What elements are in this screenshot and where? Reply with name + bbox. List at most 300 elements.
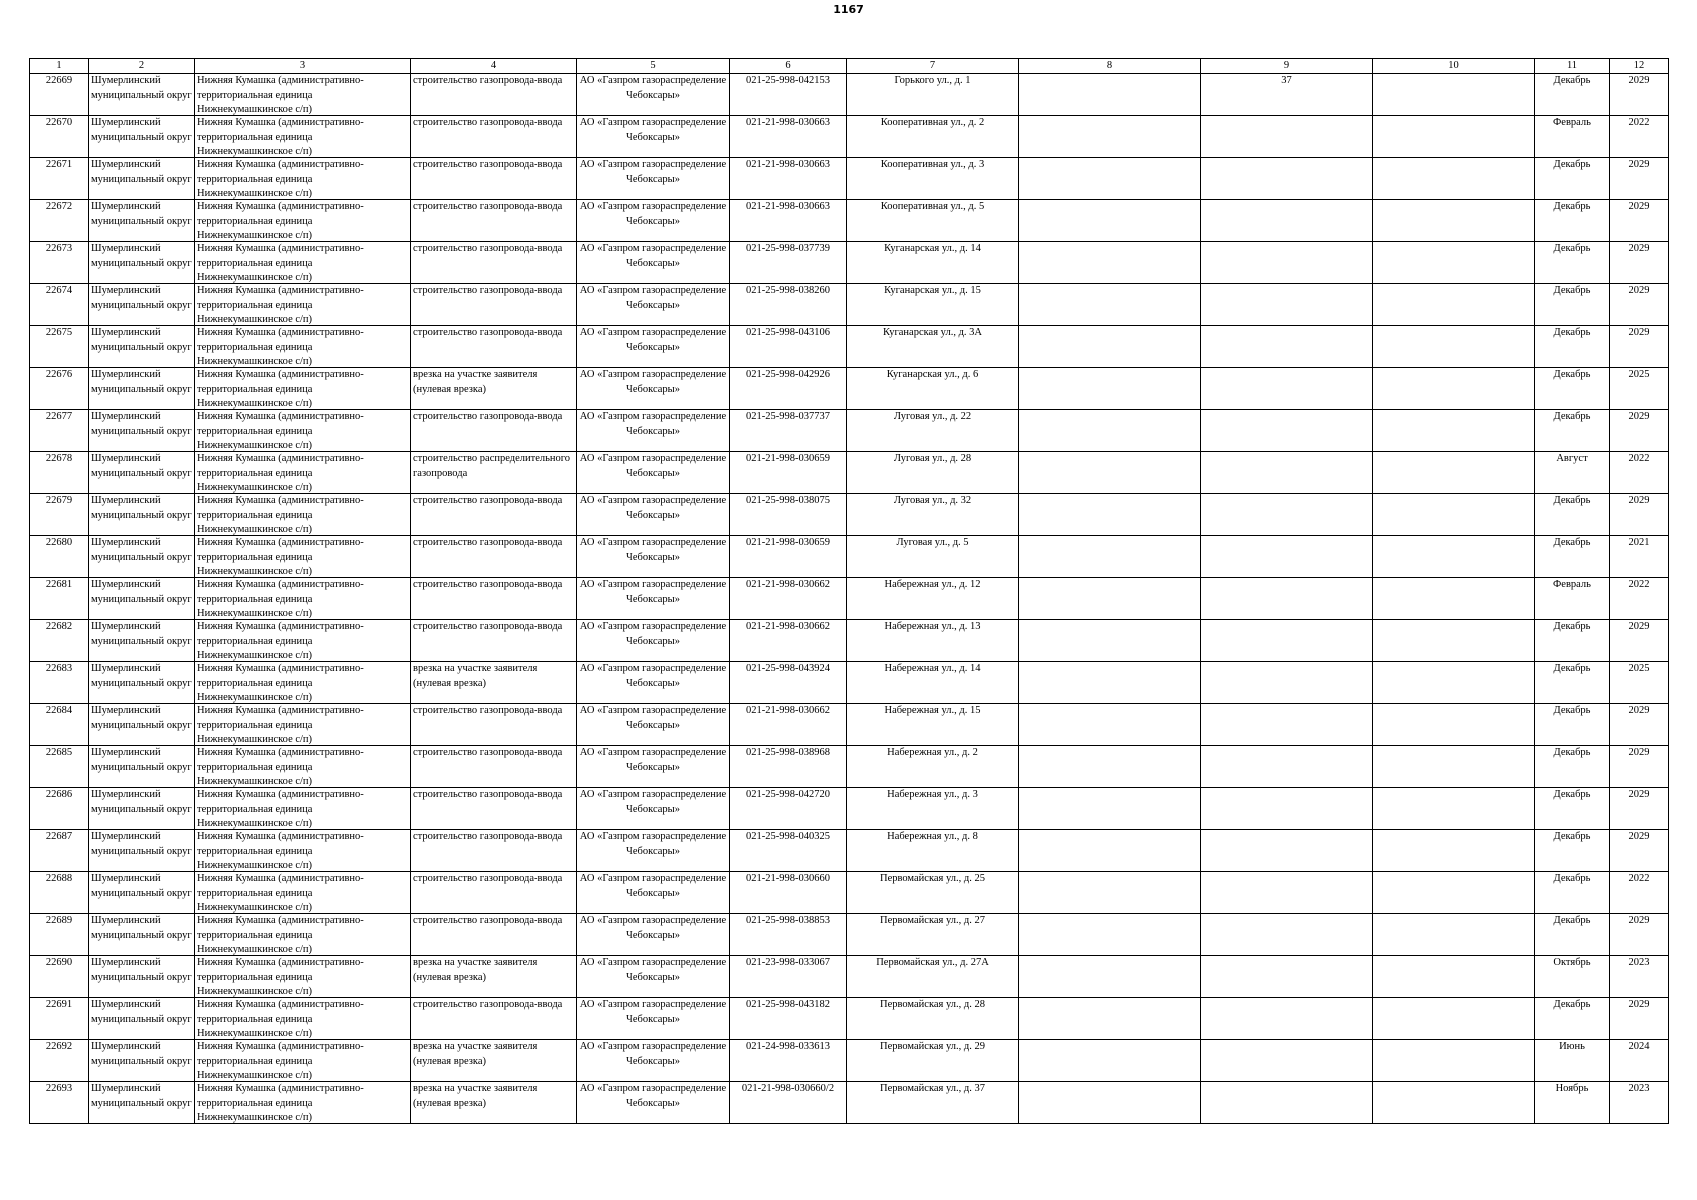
organization-cell bbox=[577, 662, 730, 704]
month-cell-text: Декабрь bbox=[1553, 285, 1591, 296]
district-cell-text: Шумерлинский муниципальный округ bbox=[91, 915, 192, 941]
column-header: 12 bbox=[1610, 59, 1669, 74]
code-cell-text: 021-21-998-030660/2 bbox=[741, 1083, 835, 1094]
settlement-cell bbox=[195, 830, 411, 872]
column-9-cell bbox=[1201, 830, 1373, 872]
column-8-cell-text bbox=[1021, 284, 1198, 325]
district-cell bbox=[89, 830, 195, 872]
column-8-cell bbox=[1019, 788, 1201, 830]
column-9-cell-text bbox=[1203, 410, 1370, 451]
address-cell-text: Кооперативная ул., д. 2 bbox=[880, 117, 985, 128]
settlement-cell bbox=[195, 494, 411, 536]
table-row bbox=[30, 1082, 1669, 1124]
column-8-cell bbox=[1019, 914, 1201, 956]
column-8-cell bbox=[1019, 998, 1201, 1040]
row-number bbox=[30, 956, 89, 998]
row-number bbox=[30, 410, 89, 452]
organization-cell bbox=[577, 788, 730, 830]
month-cell bbox=[1535, 830, 1610, 872]
work-type-cell bbox=[411, 284, 577, 326]
month-cell-text: Декабрь bbox=[1553, 75, 1591, 86]
column-8-cell-text bbox=[1021, 620, 1198, 661]
column-9-cell-text bbox=[1203, 116, 1370, 157]
column-9-cell bbox=[1201, 872, 1373, 914]
code-cell bbox=[730, 410, 847, 452]
month-cell-text: Февраль bbox=[1553, 579, 1591, 590]
month-cell-text: Декабрь bbox=[1553, 663, 1591, 674]
row-number-text: 22683 bbox=[45, 663, 73, 674]
column-9-cell bbox=[1201, 746, 1373, 788]
work-type-cell bbox=[411, 494, 577, 536]
column-9-cell bbox=[1201, 200, 1373, 242]
code-cell bbox=[730, 788, 847, 830]
column-10-cell bbox=[1373, 872, 1535, 914]
district-cell bbox=[89, 326, 195, 368]
work-type-cell bbox=[411, 1082, 577, 1124]
work-type-cell-text: строительство газопровода-ввода bbox=[413, 285, 563, 296]
address-cell-text: Первомайская ул., д. 37 bbox=[880, 1083, 985, 1094]
district-cell bbox=[89, 998, 195, 1040]
work-type-cell bbox=[411, 410, 577, 452]
month-cell bbox=[1535, 410, 1610, 452]
column-10-cell bbox=[1373, 452, 1535, 494]
column-8-cell-text bbox=[1021, 704, 1198, 745]
district-cell-text: Шумерлинский муниципальный округ bbox=[91, 453, 192, 479]
year-cell-text: 2029 bbox=[1628, 75, 1650, 86]
work-type-cell-text: строительство газопровода-ввода bbox=[413, 747, 563, 758]
column-8-cell-text bbox=[1021, 158, 1198, 199]
column-header: 10 bbox=[1373, 59, 1535, 74]
column-8-cell bbox=[1019, 452, 1201, 494]
column-9-cell-text bbox=[1203, 1040, 1370, 1081]
organization-cell bbox=[577, 326, 730, 368]
address-cell bbox=[847, 830, 1019, 872]
settlement-cell bbox=[195, 578, 411, 620]
column-9-cell-text bbox=[1203, 494, 1370, 535]
month-cell bbox=[1535, 494, 1610, 536]
code-cell-text: 021-25-998-038853 bbox=[746, 915, 830, 926]
code-cell bbox=[730, 1082, 847, 1124]
column-8-cell-text bbox=[1021, 662, 1198, 703]
table-row bbox=[30, 872, 1669, 914]
address-cell bbox=[847, 746, 1019, 788]
column-8-cell bbox=[1019, 242, 1201, 284]
address-cell bbox=[847, 158, 1019, 200]
code-cell-text: 021-21-998-030659 bbox=[746, 537, 830, 548]
column-9-cell-text bbox=[1203, 872, 1370, 913]
settlement-cell-text: Нижняя Кумашка (административно-территориальная единица Нижнекумашкинское с/п) bbox=[197, 1083, 364, 1123]
work-type-cell bbox=[411, 914, 577, 956]
work-type-cell bbox=[411, 998, 577, 1040]
district-cell-text: Шумерлинский муниципальный округ bbox=[91, 117, 192, 143]
column-10-cell bbox=[1373, 200, 1535, 242]
code-cell-text: 021-25-998-038075 bbox=[746, 495, 830, 506]
column-9-cell bbox=[1201, 620, 1373, 662]
year-cell bbox=[1610, 788, 1669, 830]
organization-cell bbox=[577, 746, 730, 788]
work-type-cell bbox=[411, 452, 577, 494]
year-cell-text: 2022 bbox=[1628, 873, 1650, 884]
row-number bbox=[30, 704, 89, 746]
code-cell bbox=[730, 326, 847, 368]
column-8-cell-text bbox=[1021, 746, 1198, 787]
column-9-cell-text bbox=[1203, 788, 1370, 829]
settlement-cell-text: Нижняя Кумашка (административно-территориальная единица Нижнекумашкинское с/п) bbox=[197, 327, 364, 367]
column-9-cell-text bbox=[1203, 830, 1370, 871]
column-8-cell-text bbox=[1021, 452, 1198, 493]
row-number-text: 22686 bbox=[45, 789, 73, 800]
row-number bbox=[30, 536, 89, 578]
year-cell bbox=[1610, 914, 1669, 956]
row-number-text: 22669 bbox=[45, 75, 73, 86]
organization-cell-text: АО «Газпром газораспределение Чебоксары» bbox=[579, 621, 727, 647]
column-10-cell bbox=[1373, 788, 1535, 830]
organization-cell bbox=[577, 998, 730, 1040]
column-8-cell-text bbox=[1021, 1082, 1198, 1123]
column-10-cell-text bbox=[1375, 998, 1532, 1039]
organization-cell bbox=[577, 158, 730, 200]
column-10-cell-text bbox=[1375, 284, 1532, 325]
column-8-cell-text bbox=[1021, 116, 1198, 157]
column-header: 5 bbox=[577, 59, 730, 74]
month-cell bbox=[1535, 452, 1610, 494]
code-cell bbox=[730, 158, 847, 200]
column-9-cell bbox=[1201, 158, 1373, 200]
settlement-cell-text: Нижняя Кумашка (административно-территориальная единица Нижнекумашкинское с/п) bbox=[197, 663, 364, 703]
district-cell bbox=[89, 116, 195, 158]
column-9-cell-text bbox=[1203, 242, 1370, 283]
column-10-cell-text bbox=[1375, 452, 1532, 493]
month-cell bbox=[1535, 368, 1610, 410]
row-number-text: 22693 bbox=[45, 1083, 73, 1094]
organization-cell-text: АО «Газпром газораспределение Чебоксары» bbox=[579, 117, 727, 143]
column-10-cell-text bbox=[1375, 536, 1532, 577]
address-cell bbox=[847, 704, 1019, 746]
district-cell bbox=[89, 1040, 195, 1082]
work-type-cell-text: строительство газопровода-ввода bbox=[413, 159, 563, 170]
year-cell-text: 2022 bbox=[1628, 453, 1650, 464]
district-cell-text: Шумерлинский муниципальный округ bbox=[91, 1083, 192, 1109]
column-8-cell-text bbox=[1021, 74, 1198, 115]
organization-cell bbox=[577, 284, 730, 326]
column-8-cell bbox=[1019, 410, 1201, 452]
settlement-cell-text: Нижняя Кумашка (административно-территориальная единица Нижнекумашкинское с/п) bbox=[197, 117, 364, 157]
organization-cell-text: АО «Газпром газораспределение Чебоксары» bbox=[579, 411, 727, 437]
year-cell-text: 2023 bbox=[1628, 1083, 1650, 1094]
month-cell-text: Декабрь bbox=[1553, 999, 1591, 1010]
column-header: 6 bbox=[730, 59, 847, 74]
work-type-cell-text: строительство распределительного газопровода bbox=[413, 453, 571, 479]
column-10-cell bbox=[1373, 830, 1535, 872]
column-10-cell bbox=[1373, 1082, 1535, 1124]
year-cell-text: 2025 bbox=[1628, 663, 1650, 674]
column-9-cell-text bbox=[1203, 200, 1370, 241]
code-cell-text: 021-21-998-030662 bbox=[746, 579, 830, 590]
column-9-cell bbox=[1201, 452, 1373, 494]
work-type-cell bbox=[411, 200, 577, 242]
address-cell-text: Набережная ул., д. 8 bbox=[887, 831, 978, 842]
column-10-cell-text bbox=[1375, 662, 1532, 703]
settlement-cell bbox=[195, 74, 411, 116]
row-number-text: 22680 bbox=[45, 537, 73, 548]
code-cell bbox=[730, 242, 847, 284]
organization-cell-text: АО «Газпром газораспределение Чебоксары» bbox=[579, 327, 727, 353]
organization-cell bbox=[577, 914, 730, 956]
column-10-cell-text bbox=[1375, 326, 1532, 367]
year-cell bbox=[1610, 662, 1669, 704]
address-cell-text: Луговая ул., д. 28 bbox=[893, 453, 972, 464]
district-cell-text: Шумерлинский муниципальный округ bbox=[91, 537, 192, 563]
settlement-cell-text: Нижняя Кумашка (административно-территориальная единица Нижнекумашкинское с/п) bbox=[197, 705, 364, 745]
code-cell-text: 021-21-998-030663 bbox=[746, 159, 830, 170]
organization-cell-text: АО «Газпром газораспределение Чебоксары» bbox=[579, 537, 727, 563]
district-cell bbox=[89, 578, 195, 620]
month-cell bbox=[1535, 74, 1610, 116]
year-cell-text: 2022 bbox=[1628, 579, 1650, 590]
address-cell-text: Набережная ул., д. 14 bbox=[884, 663, 981, 674]
organization-cell-text: АО «Газпром газораспределение Чебоксары» bbox=[579, 747, 727, 773]
column-9-cell-text bbox=[1203, 914, 1370, 955]
address-cell-text: Первомайская ул., д. 27А bbox=[876, 957, 989, 968]
row-number-text: 22688 bbox=[45, 873, 73, 884]
month-cell bbox=[1535, 788, 1610, 830]
settlement-cell bbox=[195, 536, 411, 578]
district-cell-text: Шумерлинский муниципальный округ bbox=[91, 1041, 192, 1067]
month-cell bbox=[1535, 1040, 1610, 1082]
year-cell-text: 2029 bbox=[1628, 789, 1650, 800]
work-type-cell-text: строительство газопровода-ввода bbox=[413, 75, 563, 86]
address-cell bbox=[847, 914, 1019, 956]
column-10-cell bbox=[1373, 704, 1535, 746]
table-row bbox=[30, 74, 1669, 116]
settlement-cell bbox=[195, 746, 411, 788]
address-cell-text: Кооперативная ул., д. 3 bbox=[880, 159, 985, 170]
row-number bbox=[30, 746, 89, 788]
code-cell bbox=[730, 956, 847, 998]
settlement-cell-text: Нижняя Кумашка (административно-территориальная единица Нижнекумашкинское с/п) bbox=[197, 369, 364, 409]
column-8-cell-text bbox=[1021, 536, 1198, 577]
year-cell bbox=[1610, 158, 1669, 200]
column-10-cell-text bbox=[1375, 158, 1532, 199]
address-cell bbox=[847, 620, 1019, 662]
column-10-cell-text bbox=[1375, 578, 1532, 619]
organization-cell bbox=[577, 1082, 730, 1124]
district-cell bbox=[89, 410, 195, 452]
month-cell-text: Декабрь bbox=[1553, 411, 1591, 422]
column-header: 7 bbox=[847, 59, 1019, 74]
column-8-cell bbox=[1019, 536, 1201, 578]
settlement-cell bbox=[195, 704, 411, 746]
settlement-cell-text: Нижняя Кумашка (административно-территориальная единица Нижнекумашкинское с/п) bbox=[197, 537, 364, 577]
table-row bbox=[30, 326, 1669, 368]
address-cell bbox=[847, 536, 1019, 578]
column-9-cell bbox=[1201, 956, 1373, 998]
page-number: 1167 bbox=[833, 3, 864, 16]
year-cell bbox=[1610, 284, 1669, 326]
settlement-cell-text: Нижняя Кумашка (административно-территориальная единица Нижнекумашкинское с/п) bbox=[197, 411, 364, 451]
table-row bbox=[30, 704, 1669, 746]
code-cell-text: 021-25-998-043182 bbox=[746, 999, 830, 1010]
address-cell bbox=[847, 788, 1019, 830]
table-row bbox=[30, 1040, 1669, 1082]
row-number bbox=[30, 578, 89, 620]
column-8-cell bbox=[1019, 158, 1201, 200]
settlement-cell bbox=[195, 1082, 411, 1124]
code-cell-text: 021-21-998-030663 bbox=[746, 117, 830, 128]
district-cell-text: Шумерлинский муниципальный округ bbox=[91, 999, 192, 1025]
column-8-cell-text bbox=[1021, 788, 1198, 829]
settlement-cell-text: Нижняя Кумашка (административно-территориальная единица Нижнекумашкинское с/п) bbox=[197, 789, 364, 829]
code-cell bbox=[730, 452, 847, 494]
organization-cell bbox=[577, 116, 730, 158]
row-number bbox=[30, 872, 89, 914]
organization-cell bbox=[577, 578, 730, 620]
column-8-cell-text bbox=[1021, 326, 1198, 367]
settlement-cell bbox=[195, 284, 411, 326]
work-type-cell-text: строительство газопровода-ввода bbox=[413, 789, 563, 800]
district-cell bbox=[89, 788, 195, 830]
work-type-cell-text: строительство газопровода-ввода bbox=[413, 705, 563, 716]
column-9-cell-text bbox=[1203, 746, 1370, 787]
year-cell bbox=[1610, 452, 1669, 494]
column-10-cell-text bbox=[1375, 620, 1532, 661]
column-10-cell-text bbox=[1375, 74, 1532, 115]
month-cell-text: Декабрь bbox=[1553, 705, 1591, 716]
code-cell-text: 021-21-998-030663 bbox=[746, 201, 830, 212]
year-cell bbox=[1610, 494, 1669, 536]
row-number-text: 22671 bbox=[45, 159, 73, 170]
row-number bbox=[30, 158, 89, 200]
work-type-cell-text: врезка на участке заявителя (нулевая врезка) bbox=[413, 1041, 538, 1067]
settlement-cell-text: Нижняя Кумашка (административно-территориальная единица Нижнекумашкинское с/п) bbox=[197, 201, 364, 241]
column-9-cell-text bbox=[1203, 662, 1370, 703]
table-row bbox=[30, 494, 1669, 536]
organization-cell-text: АО «Газпром газораспределение Чебоксары» bbox=[579, 201, 727, 227]
district-cell-text: Шумерлинский муниципальный округ bbox=[91, 285, 192, 311]
code-cell bbox=[730, 368, 847, 410]
work-type-cell-text: врезка на участке заявителя (нулевая врезка) bbox=[413, 957, 538, 983]
settlement-cell-text: Нижняя Кумашка (административно-территориальная единица Нижнекумашкинское с/п) bbox=[197, 495, 364, 535]
row-number bbox=[30, 788, 89, 830]
code-cell-text: 021-25-998-043924 bbox=[746, 663, 830, 674]
column-10-cell-text bbox=[1375, 704, 1532, 745]
year-cell-text: 2029 bbox=[1628, 621, 1650, 632]
column-9-cell-text bbox=[1203, 452, 1370, 493]
organization-cell bbox=[577, 200, 730, 242]
column-9-cell bbox=[1201, 662, 1373, 704]
column-10-cell-text bbox=[1375, 410, 1532, 451]
year-cell-text: 2029 bbox=[1628, 243, 1650, 254]
month-cell-text: Декабрь bbox=[1553, 537, 1591, 548]
district-cell-text: Шумерлинский муниципальный округ bbox=[91, 159, 192, 185]
column-8-cell bbox=[1019, 1082, 1201, 1124]
year-cell-text: 2029 bbox=[1628, 327, 1650, 338]
column-header: 1 bbox=[30, 59, 89, 74]
settlement-cell-text: Нижняя Кумашка (административно-территориальная единица Нижнекумашкинское с/п) bbox=[197, 453, 364, 493]
column-9-cell bbox=[1201, 116, 1373, 158]
table-row bbox=[30, 452, 1669, 494]
column-10-cell bbox=[1373, 284, 1535, 326]
column-8-cell-text bbox=[1021, 200, 1198, 241]
row-number-text: 22682 bbox=[45, 621, 73, 632]
column-8-cell bbox=[1019, 872, 1201, 914]
column-10-cell bbox=[1373, 368, 1535, 410]
code-cell-text: 021-25-998-043106 bbox=[746, 327, 830, 338]
organization-cell bbox=[577, 1040, 730, 1082]
settlement-cell bbox=[195, 116, 411, 158]
settlement-cell bbox=[195, 998, 411, 1040]
settlement-cell-text: Нижняя Кумашка (административно-территориальная единица Нижнекумашкинское с/п) bbox=[197, 75, 364, 115]
column-9-cell-text bbox=[1203, 998, 1370, 1039]
column-8-cell bbox=[1019, 494, 1201, 536]
column-8-cell-text bbox=[1021, 242, 1198, 283]
district-cell-text: Шумерлинский муниципальный округ bbox=[91, 873, 192, 899]
district-cell bbox=[89, 704, 195, 746]
column-10-cell bbox=[1373, 536, 1535, 578]
row-number bbox=[30, 326, 89, 368]
year-cell-text: 2029 bbox=[1628, 285, 1650, 296]
month-cell-text: Ноябрь bbox=[1555, 1083, 1589, 1094]
district-cell-text: Шумерлинский муниципальный округ bbox=[91, 579, 192, 605]
district-cell bbox=[89, 620, 195, 662]
year-cell-text: 2022 bbox=[1628, 117, 1650, 128]
column-9-cell-text bbox=[1203, 1082, 1370, 1123]
settlement-cell-text: Нижняя Кумашка (административно-территориальная единица Нижнекумашкинское с/п) bbox=[197, 999, 364, 1039]
work-type-cell bbox=[411, 116, 577, 158]
district-cell bbox=[89, 746, 195, 788]
year-cell-text: 2029 bbox=[1628, 747, 1650, 758]
table-row bbox=[30, 662, 1669, 704]
organization-cell-text: АО «Газпром газораспределение Чебоксары» bbox=[579, 243, 727, 269]
month-cell-text: Февраль bbox=[1553, 117, 1591, 128]
district-cell bbox=[89, 662, 195, 704]
settlement-cell bbox=[195, 326, 411, 368]
organization-cell-text: АО «Газпром газораспределение Чебоксары» bbox=[579, 285, 727, 311]
row-number-text: 22692 bbox=[45, 1041, 73, 1052]
organization-cell bbox=[577, 872, 730, 914]
settlement-cell bbox=[195, 872, 411, 914]
row-number-text: 22690 bbox=[45, 957, 73, 968]
settlement-cell bbox=[195, 410, 411, 452]
column-10-cell bbox=[1373, 326, 1535, 368]
settlement-cell-text: Нижняя Кумашка (административно-территориальная единица Нижнекумашкинское с/п) bbox=[197, 621, 364, 661]
work-type-cell-text: строительство газопровода-ввода bbox=[413, 873, 563, 884]
column-9-cell bbox=[1201, 914, 1373, 956]
organization-cell-text: АО «Газпром газораспределение Чебоксары» bbox=[579, 579, 727, 605]
district-cell bbox=[89, 242, 195, 284]
month-cell bbox=[1535, 914, 1610, 956]
column-8-cell bbox=[1019, 578, 1201, 620]
header-row bbox=[30, 59, 1669, 74]
district-cell bbox=[89, 158, 195, 200]
column-10-cell-text bbox=[1375, 956, 1532, 997]
month-cell bbox=[1535, 116, 1610, 158]
district-cell bbox=[89, 872, 195, 914]
month-cell-text: Декабрь bbox=[1553, 747, 1591, 758]
column-10-cell bbox=[1373, 494, 1535, 536]
work-type-cell bbox=[411, 788, 577, 830]
district-cell bbox=[89, 956, 195, 998]
organization-cell bbox=[577, 956, 730, 998]
row-number-text: 22687 bbox=[45, 831, 73, 842]
code-cell bbox=[730, 578, 847, 620]
district-cell-text: Шумерлинский муниципальный округ bbox=[91, 789, 192, 815]
work-type-cell-text: строительство газопровода-ввода bbox=[413, 999, 563, 1010]
district-cell-text: Шумерлинский муниципальный округ bbox=[91, 621, 192, 647]
table-row bbox=[30, 620, 1669, 662]
month-cell-text: Декабрь bbox=[1553, 789, 1591, 800]
work-type-cell bbox=[411, 830, 577, 872]
